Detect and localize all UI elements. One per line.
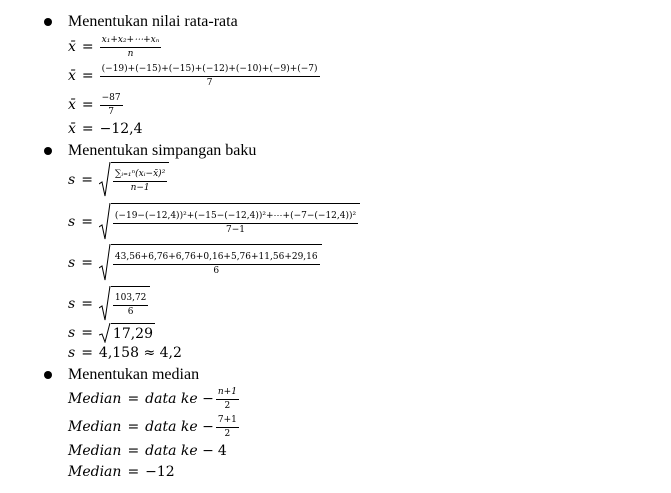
- radicand-value: 17,29: [112, 326, 154, 342]
- median-rhs-prefix: data ke −: [145, 419, 214, 435]
- fraction-numerator: 7+1: [216, 415, 239, 428]
- fraction-numerator: (−19−(−12,4))²+(−15−(−12,4))²+⋯+(−7−(−12,4))²: [113, 211, 358, 224]
- stdev-substitution-line: [68, 203, 360, 241]
- fraction-numerator: n+1: [216, 387, 239, 400]
- median-position-line: [68, 441, 227, 461]
- radical-sign-icon: [99, 286, 111, 322]
- median-rhs-prefix: data ke −: [145, 391, 214, 407]
- mean-symbol: x̄: [68, 39, 76, 55]
- equals-sign: =: [81, 172, 93, 188]
- mean-symbol: x̄: [68, 68, 76, 84]
- median-symbol: Median: [68, 419, 122, 435]
- fraction-denominator: 7: [108, 106, 114, 117]
- square-root: [99, 203, 360, 241]
- stdev-symbol: s: [68, 325, 76, 341]
- median-formula-fraction: [216, 387, 239, 412]
- stdev-symbol: s: [68, 296, 76, 312]
- stdev-root-line: [68, 322, 155, 344]
- bullet-stdev: [44, 147, 52, 155]
- mean-formula-fraction: [100, 35, 162, 60]
- stdev-squares-line: [68, 244, 322, 282]
- median-substitution-fraction: [216, 415, 239, 440]
- stdev-symbol: s: [68, 172, 76, 188]
- mean-formula-line: [68, 33, 161, 61]
- mean-symbol: x̄: [68, 121, 76, 137]
- stdev-result-value: 4,158 ≈ 4,2: [98, 345, 182, 361]
- mean-result-line: [68, 119, 143, 139]
- median-formula-line: [68, 385, 239, 413]
- median-result-line: [68, 462, 175, 482]
- section-title-stdev: Menentukan simpangan baku: [68, 142, 257, 159]
- bullet-median: [44, 371, 52, 379]
- mean-substitution-line: [68, 62, 320, 90]
- fraction-numerator: ∑ᵢ₌₁ⁿ(xᵢ−x̄)²: [113, 169, 167, 182]
- bullet-mean: [44, 18, 52, 26]
- square-root: [99, 286, 151, 322]
- fraction-numerator: 103,72: [113, 293, 149, 306]
- equals-sign: =: [81, 214, 93, 230]
- radical-sign-icon: [99, 162, 111, 198]
- mean-sum-fraction: [100, 93, 123, 118]
- fraction-denominator: 7: [206, 77, 213, 88]
- fraction-numerator: 43,56+6,76+6,76+0,16+5,76+11,56+29,16: [113, 252, 320, 265]
- stdev-formula-line: [68, 162, 169, 198]
- equals-sign: =: [81, 97, 94, 113]
- square-root: [99, 244, 322, 282]
- median-position-value: 4: [217, 443, 227, 459]
- section-title-median: Menentukan median: [68, 366, 200, 383]
- stdev-squares-fraction: [113, 252, 320, 277]
- stdev-symbol: s: [68, 255, 76, 271]
- fraction-numerator: −87: [100, 93, 123, 106]
- stdev-substitution-fraction: [113, 211, 358, 236]
- fraction-denominator: n: [127, 48, 134, 59]
- equals-sign: =: [127, 419, 140, 435]
- fraction-denominator: 2: [224, 400, 231, 411]
- median-symbol: Median: [68, 443, 122, 459]
- equals-sign: =: [81, 39, 94, 55]
- square-root: [99, 162, 169, 198]
- equals-sign: =: [81, 255, 93, 271]
- radical-sign-icon: [99, 203, 111, 241]
- fraction-denominator: 6: [127, 306, 134, 317]
- equals-sign: =: [81, 121, 94, 137]
- fraction-numerator: x₁+x₂+⋯+xₙ: [100, 35, 162, 48]
- equals-sign: =: [127, 391, 140, 407]
- fraction-numerator: (−19)+(−15)+(−15)+(−12)+(−10)+(−9)+(−7): [100, 64, 320, 77]
- fraction-denominator: n−1: [130, 182, 150, 193]
- stdev-sum-line: [68, 286, 150, 322]
- square-root: [99, 323, 155, 343]
- mean-result-value: −12,4: [99, 121, 143, 137]
- fraction-denominator: 6: [213, 265, 220, 276]
- fraction-denominator: 2: [224, 428, 231, 439]
- equals-sign: =: [81, 345, 93, 361]
- median-symbol: Median: [68, 391, 122, 407]
- stdev-result-line: [68, 343, 182, 363]
- stdev-symbol: s: [68, 214, 76, 230]
- mean-symbol: x̄: [68, 97, 76, 113]
- stdev-sum-fraction: [113, 293, 149, 318]
- stdev-symbol: s: [68, 345, 76, 361]
- median-substitution-line: [68, 413, 239, 441]
- equals-sign: =: [127, 443, 140, 459]
- equals-sign: =: [81, 325, 93, 341]
- median-result-value: −12: [145, 464, 175, 480]
- equals-sign: =: [81, 296, 93, 312]
- radical-sign-icon: [99, 244, 111, 282]
- equals-sign: =: [81, 68, 94, 84]
- mean-sum-line: [68, 91, 123, 119]
- median-symbol: Median: [68, 464, 122, 480]
- radical-sign-icon: [99, 323, 111, 343]
- section-title-mean: Menentukan nilai rata-rata: [68, 13, 238, 30]
- equals-sign: =: [127, 464, 140, 480]
- mean-substitution-fraction: [100, 64, 320, 89]
- fraction-denominator: 7−1: [226, 224, 246, 235]
- stdev-formula-fraction: [113, 169, 167, 194]
- median-rhs-prefix: data ke −: [145, 443, 214, 459]
